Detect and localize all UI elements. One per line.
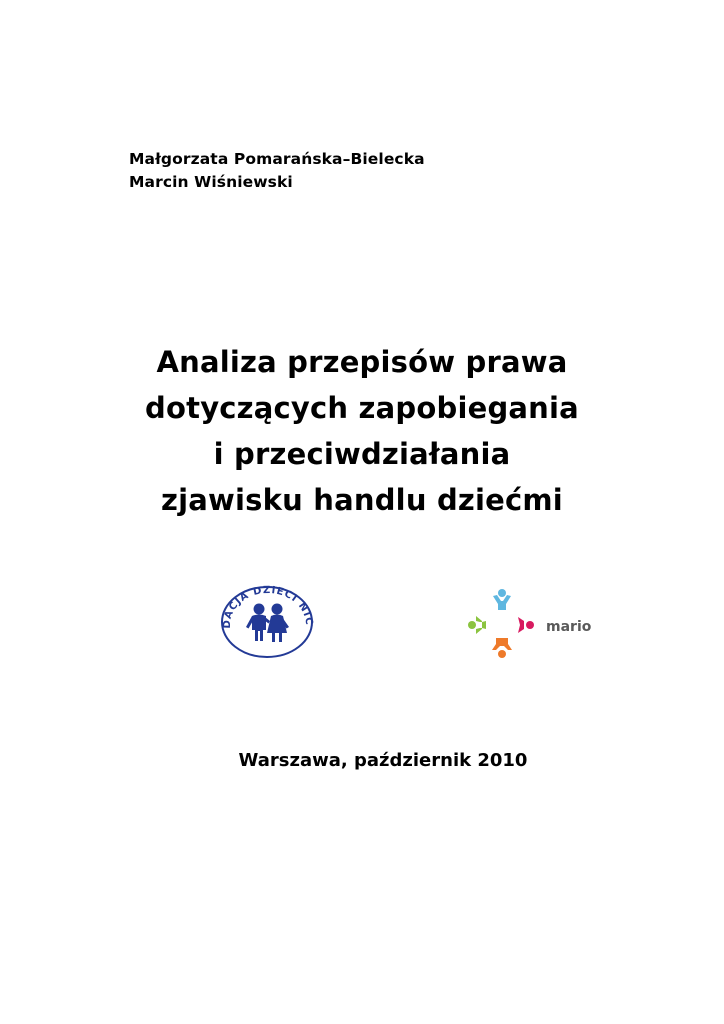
mario-logo [466,588,596,660]
document-title [0,339,724,523]
fundacja-logo-graphic [219,585,315,659]
svg-text:mario: mario [546,619,592,635]
title-line: Analiza przepisów prawa [156,345,568,379]
svg-text:FUNDACJA DZIECI NICZYJE: DACJA DZIECI NIC [221,585,315,629]
authors-block [129,148,425,194]
title-line: zjawisku handlu dziećmi [161,483,563,517]
place-and-date: Warszawa, październik 2010 [238,750,528,771]
mario-logo-graphic [466,588,596,660]
author-name: Marcin Wiśniewski [129,173,293,191]
fundacja-dzieci-niczyje-logo [219,585,315,659]
title-line: dotyczących zapobiegania [145,391,579,425]
title-line: i przeciwdziałania [213,437,511,471]
author-name: Małgorzata Pomarańska–Bielecka [129,150,425,168]
